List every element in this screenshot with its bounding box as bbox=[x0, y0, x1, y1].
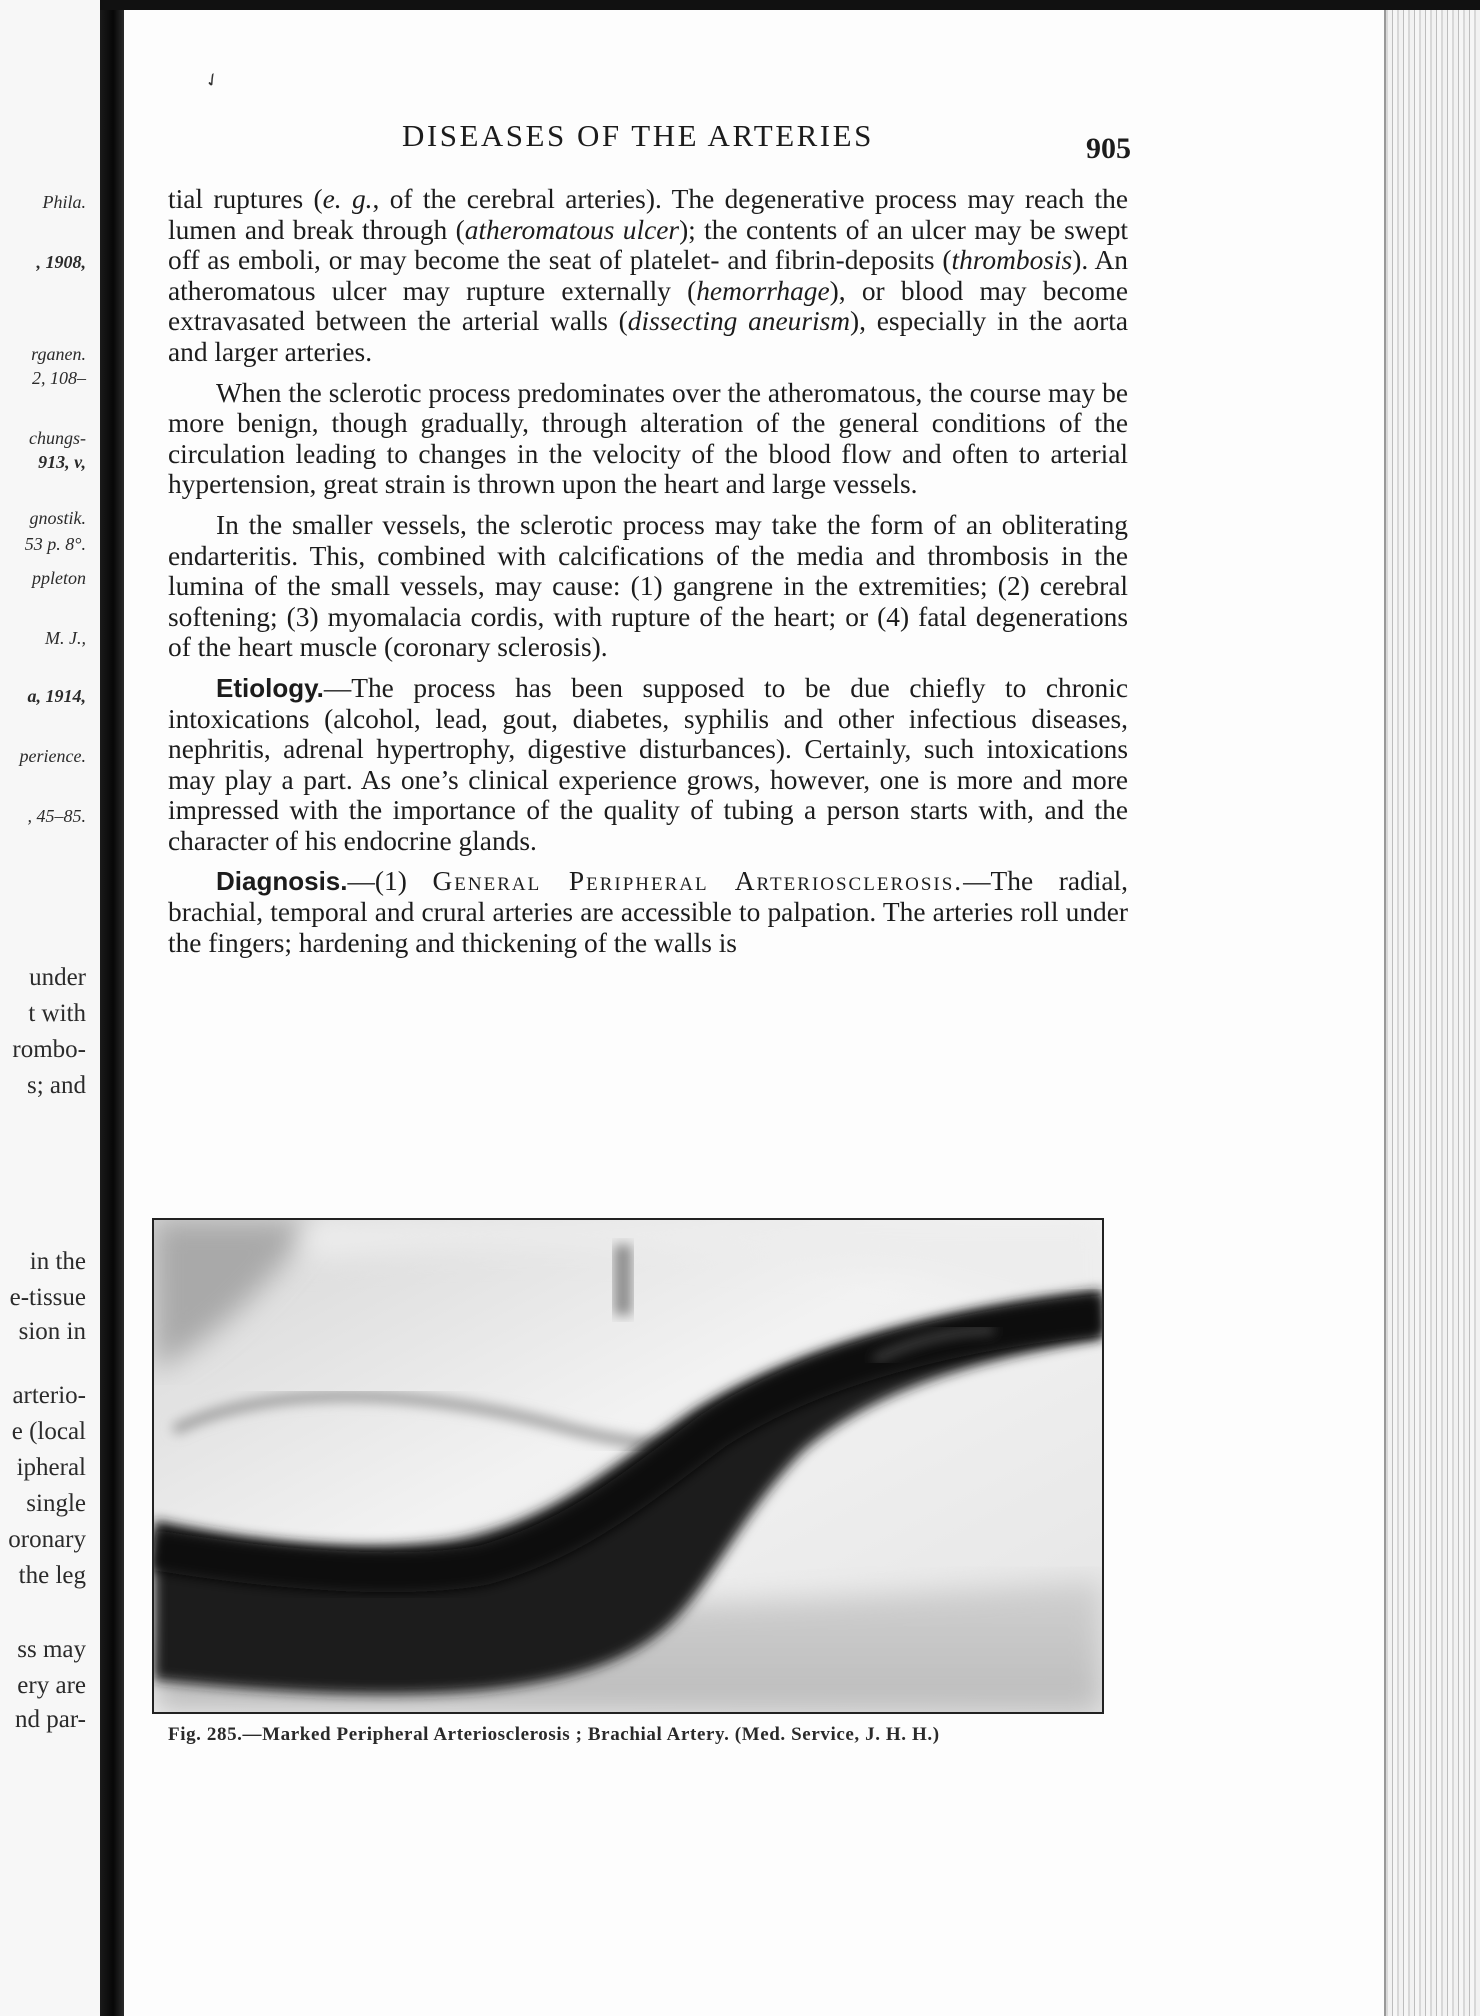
scan-top-border bbox=[100, 0, 1480, 10]
facing-page-fragment: e (local bbox=[11, 1418, 86, 1445]
body-text bbox=[168, 184, 1128, 958]
facing-page-fragment: a, 1914, bbox=[27, 686, 86, 706]
diagnosis-heading: Diagnosis. bbox=[216, 866, 348, 897]
etiology-heading: Etiology. bbox=[216, 672, 324, 703]
figure-caption: Fig. 285.—Marked Peripheral Arteriosclerosis ; Brachial Artery. (Med. Service, J. H. H.) bbox=[168, 1724, 940, 1745]
facing-page-fragment: under bbox=[29, 964, 86, 991]
facing-page-fragment: ppleton bbox=[32, 568, 86, 588]
paragraph-etiology: Etiology.—The process has been supposed to be due chiefly to chronic intoxications (alcohol, lead, gout, diabetes, syphilis and other infectious diseases, nephritis, adrenal hypertrophy, digestive disturbances). Certainly, such intoxications may play a part. As one’s clinical experience grows, however, one is more and more impressed with the importance of the quality of tubing a person starts with, and the character of his endocrine glands. bbox=[168, 672, 1128, 856]
facing-page-fragment: M. J., bbox=[45, 628, 86, 648]
paragraph-sclerotic-process: When the sclerotic process predominates over the atheromatous, the course may be more benign, though gradually, through alteration of the general conditions of the circulation leading to changes in the velocity of the blood flow and often to arterial hypertension, great strain is thrown upon the heart and large vessels. bbox=[168, 377, 1128, 500]
paragraph-ruptures: tial ruptures (e. g., of the cerebral arteries). The degenerative process may reach the lumen and break through (atheromatous ulcer); the contents of an ulcer may be swept off as emboli, or may become the seat of platelet- and fibrin-deposits (thrombosis). An atheromatous ulcer may rupture externally (hemorrhage), or blood may become extravasated between the arterial walls (dissecting aneurism), especially in the aorta and larger arteries. bbox=[168, 184, 1128, 367]
facing-page-fragment: the leg bbox=[18, 1562, 86, 1589]
pencil-mark: ✓ bbox=[200, 67, 224, 93]
facing-page-fragment: rganen. bbox=[31, 344, 86, 364]
facing-page-fragment: chungs- bbox=[29, 428, 86, 448]
xray-image bbox=[154, 1220, 1102, 1712]
stacked-page-edges bbox=[1384, 10, 1480, 2016]
running-head: DISEASES OF THE ARTERIES bbox=[402, 118, 874, 153]
facing-page-fragment: sion in bbox=[18, 1318, 86, 1345]
facing-page-fragment: , 45–85. bbox=[27, 806, 86, 826]
facing-page-fragment: oronary bbox=[8, 1526, 86, 1553]
facing-page-fragment: rombo- bbox=[12, 1036, 86, 1063]
facing-page-fragment: ss may bbox=[17, 1636, 86, 1663]
facing-page-edge bbox=[0, 0, 100, 2016]
facing-page-fragment: e-tissue bbox=[9, 1284, 86, 1311]
facing-page-fragment: s; and bbox=[26, 1072, 86, 1099]
facing-page-fragment: Phila. bbox=[42, 192, 86, 212]
facing-page-fragment: nd par- bbox=[15, 1706, 86, 1733]
facing-page-fragment: gnostik. bbox=[29, 508, 86, 528]
facing-page-fragment: 53 p. 8°. bbox=[24, 534, 86, 554]
paragraph-diagnosis: Diagnosis.—(1) General Peripheral Arteriosclerosis.—The radial, brachial, temporal and crural arteries are accessible to palpation. The arteries roll under the fingers; hardening and thickening of the walls is bbox=[168, 866, 1128, 958]
book-gutter bbox=[100, 0, 124, 2016]
facing-page-fragment: perience. bbox=[19, 746, 86, 766]
facing-page-fragment: ipheral bbox=[16, 1454, 86, 1481]
diagnosis-subheading: General Peripheral Arteriosclerosis. bbox=[432, 866, 964, 897]
paragraph-smaller-vessels: In the smaller vessels, the sclerotic process may take the form of an obliterating endarteritis. This, combined with calcifications of the media and thrombosis in the lumina of the small vessels, may cause: (1) gangrene in the extremities; (2) cerebral softening; (3) myomalacia cordis, with rupture of the heart; or (4) fatal degenerations of the heart muscle (coronary sclerosis). bbox=[168, 509, 1128, 663]
facing-page-fragment: t with bbox=[28, 1000, 86, 1027]
facing-page-fragment: in the bbox=[29, 1248, 86, 1275]
facing-page-fragment: 2, 108– bbox=[32, 368, 86, 388]
page-number: 905 bbox=[1086, 132, 1131, 165]
facing-page-fragment: arterio- bbox=[12, 1382, 86, 1409]
facing-page-fragment: , 1908, bbox=[36, 252, 86, 272]
facing-page-fragment: single bbox=[26, 1490, 86, 1517]
xray-figure bbox=[152, 1218, 1104, 1714]
facing-page-fragment: 913, v, bbox=[38, 452, 86, 472]
facing-page-fragment: ery are bbox=[17, 1672, 86, 1699]
